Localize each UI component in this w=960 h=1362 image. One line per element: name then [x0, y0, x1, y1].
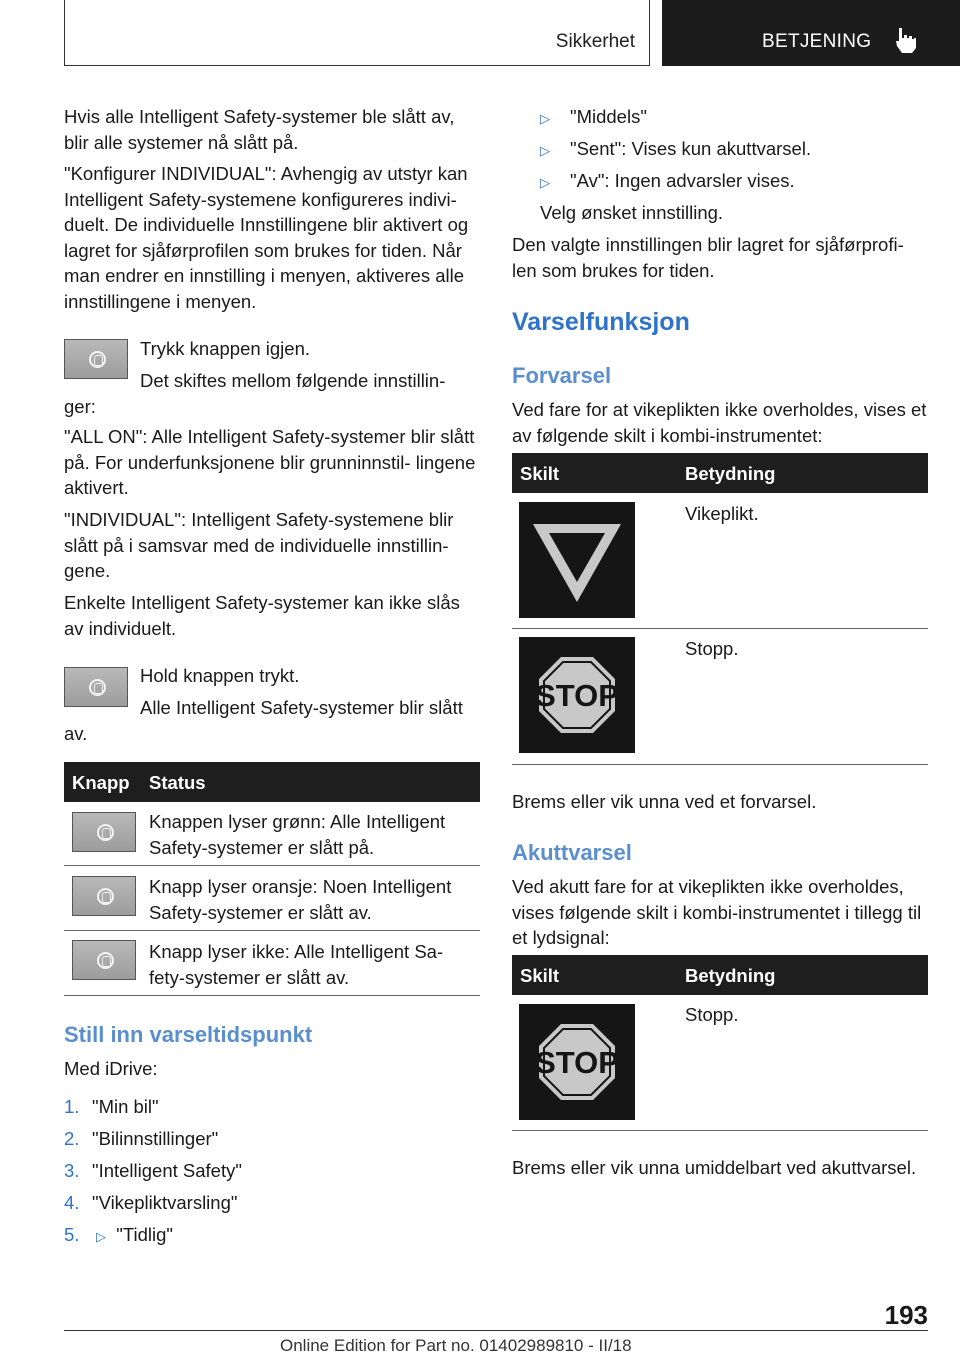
paragraph-all-on: "ALL ON": Alle Intelligent Safety-systemer blir slått på. For underfunksjonene blir grunninnstil- lingene aktivert. — [64, 426, 476, 498]
header-chapter-box — [662, 0, 960, 66]
edition-note: Online Edition for Part no. 01402989810 - II/18 — [280, 1336, 632, 1355]
status-row-text: Knapp lyser ikke: Alle Intelligent Sa- fety-systemer er slått av. — [149, 941, 444, 988]
paragraph-individual: "INDIVIDUAL": Intelligent Safety-systemene blir slått på i samsvar med de individuelle innstillin- gene. — [64, 509, 454, 581]
triangle-bullet-icon: ▷ — [540, 175, 550, 190]
option-text: "Av": Ingen advarsler vises. — [570, 170, 795, 191]
step-number: 5. — [64, 1224, 80, 1245]
heading-set-warning-time: Still inn varseltidspunkt — [64, 1022, 313, 1047]
table-bottom-rule — [64, 995, 480, 996]
step-text: "Intelligent Safety" — [92, 1160, 242, 1181]
sign-meaning-text: Stopp. — [685, 1004, 739, 1025]
paragraph-acute-warning: Ved akutt fare for at vikeplikten ikke overholdes, vises følgende skilt i kombi-instrumentet i tillegg til et lydsignal: — [512, 876, 922, 948]
step-text-with-bullet — [96, 1222, 173, 1249]
paragraph-all-off: Alle Intelligent Safety-systemer blir slått av. — [64, 697, 463, 744]
status-row-text: Knapp lyser oransje: Noen Intelligent Safety-systemer er slått av. — [149, 876, 452, 923]
yield-sign-icon — [519, 502, 635, 618]
step-number: 3. — [64, 1160, 80, 1181]
table-bottom-rule — [512, 1130, 928, 1131]
triangle-bullet-icon: ▷ — [540, 143, 550, 158]
step-number: 4. — [64, 1192, 80, 1213]
triangle-bullet-icon: ▷ — [96, 1229, 106, 1244]
option-text: "Middels" — [570, 106, 647, 127]
status-table-header — [64, 762, 480, 802]
paragraph-pre-warning: Ved fare for at vikeplikten ikke overholdes, vises et av følgende skilt i kombi-instrumentet: — [512, 399, 927, 446]
status-row-text: Knappen lyser grønn: Alle Intelligent Safety-systemer er slått på. — [149, 811, 446, 858]
sign-table-header — [512, 955, 928, 995]
safety-button-icon — [97, 888, 114, 905]
header-section-title: Sikkerhet — [555, 31, 635, 52]
stop-sign-icon — [519, 637, 635, 753]
safety-button-orange — [72, 876, 136, 916]
step-number: 2. — [64, 1128, 80, 1149]
paragraph-configure-individual: "Konfigurer INDIVIDUAL": Avhengig av utstyr kan Intelligent Safety-systemene konfigureres indivi- duelt. De individuelle Innstillingene blir aktivert og lagret for sjåførprofilen som brukes for tiden. Når man endrer en innstilling i menyen, aktiveres alle innstillingene i menyen. — [64, 163, 469, 312]
table-row-divider — [64, 865, 480, 866]
footer-rule — [64, 1330, 928, 1331]
heading-acute-warning: Akuttvarsel — [512, 840, 632, 865]
yield-sign-image — [519, 502, 635, 618]
safety-button-icon — [97, 952, 114, 969]
page-number: 193 — [884, 1300, 928, 1330]
safety-button-green — [72, 812, 136, 852]
instruction-hold-button: Hold knappen trykt. — [140, 665, 300, 686]
sign-table-col-meaning: Betydning — [685, 965, 776, 986]
sign-meaning-text: Vikeplikt. — [685, 503, 759, 524]
safety-button-icon — [89, 351, 106, 368]
text-select-setting: Velg ønsket innstilling. — [540, 202, 724, 223]
stop-sign-image — [519, 1004, 635, 1120]
pointing-hand-icon — [893, 26, 919, 54]
sign-table-header — [512, 453, 928, 493]
heading-warning-function: Varselfunksjon — [512, 308, 690, 336]
paragraph-all-off-info: Hvis alle Intelligent Safety-systemer ble slått av, blir alle systemer nå slått på. — [64, 106, 455, 153]
stop-sign-image — [519, 637, 635, 753]
safety-button-off — [72, 940, 136, 980]
stop-sign-icon — [519, 1004, 635, 1120]
status-table-col-status: Status — [149, 772, 206, 793]
heading-pre-warning: Forvarsel — [512, 363, 612, 388]
safety-button-icon — [97, 824, 114, 841]
table-row-divider — [64, 930, 480, 931]
stop-sign-text: STOP — [535, 678, 619, 713]
triangle-bullet-icon: ▷ — [540, 111, 550, 126]
paragraph-toggle-between: Det skiftes mellom følgende innstillin- ger: — [64, 370, 446, 417]
paragraph-some-cannot: Enkelte Intelligent Safety-systemer kan ikke slås av individuelt. — [64, 592, 460, 639]
table-row-divider — [512, 628, 928, 629]
sign-table-col-sign: Skilt — [520, 965, 560, 986]
instruction-press-again: Trykk knappen igjen. — [140, 338, 311, 359]
step-number: 1. — [64, 1096, 80, 1117]
safety-button-icon — [89, 679, 106, 696]
stop-sign-text: STOP — [535, 1045, 619, 1080]
text-brake-acute: Brems eller vik unna umiddelbart ved akuttvarsel. — [512, 1157, 917, 1178]
text-with-idrive: Med iDrive: — [64, 1058, 158, 1079]
step-text: "Vikepliktvarsling" — [92, 1192, 238, 1213]
header-chapter-title: BETJENING — [762, 31, 872, 52]
sign-table-col-sign: Skilt — [520, 463, 560, 484]
step-text: "Min bil" — [92, 1096, 159, 1117]
header-section-box — [64, 0, 650, 66]
sign-meaning-text: Stopp. — [685, 638, 739, 659]
status-table-col-button: Knapp — [72, 772, 130, 793]
text-brake-pre-warning: Brems eller vik unna ved et forvarsel. — [512, 791, 817, 812]
sign-table-col-meaning: Betydning — [685, 463, 776, 484]
step-text: "Bilinnstillinger" — [92, 1128, 219, 1149]
paragraph-saved-note: Den valgte innstillingen blir lagret for sjåførprofi- len som brukes for tiden. — [512, 234, 904, 281]
step-text: "Tidlig" — [116, 1224, 173, 1245]
table-bottom-rule — [512, 764, 928, 765]
option-text: "Sent": Vises kun akuttvarsel. — [570, 138, 812, 159]
